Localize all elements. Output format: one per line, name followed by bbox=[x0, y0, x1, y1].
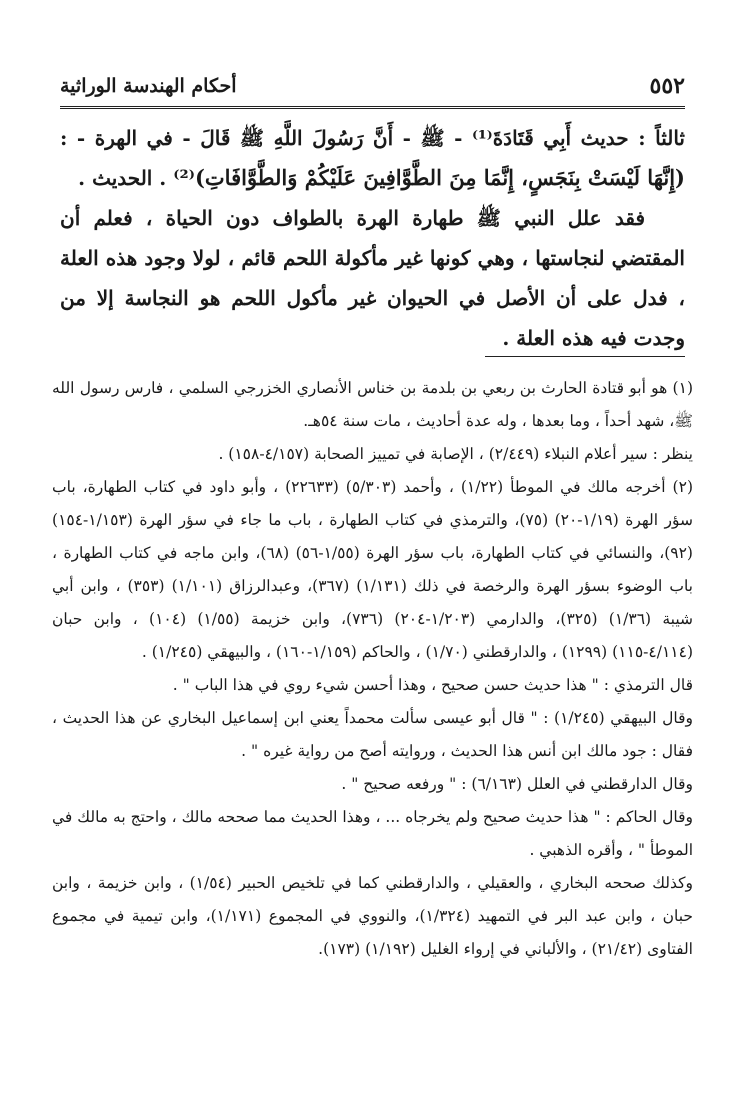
hadith-intro: حديث أَبِي قَتَادَةَ⁽¹⁾ - ﷺ - أَنَّ رَسُولَ اللَّهِ ﷺ قَالَ - في الهرة - : bbox=[60, 126, 629, 150]
running-title: أحكام الهندسة الوراثية bbox=[60, 75, 237, 97]
paragraph-2: فقد علل النبي ﷺ طهارة الهرة بالطواف دون الحياة ، فعلم أن المقتضي لنجاستها ، وهي كونها غير مأكولة اللحم قائم ، لولا وجود هذه العلة ، فدل على أن الأصل في الحيوان غير مأكول اللحم هو النجاسة إلا من وجدت فيه هذه العلة . bbox=[60, 206, 685, 350]
footnote-2-hakim: وقال الحاكم : " هذا حديث صحيح ولم يخرجاه ... ، وهذا الحديث مما صححه مالك ، واحتج به مالك في الموطأ " ، وأقره الذهبي . bbox=[52, 808, 693, 859]
paragraph-1 bbox=[60, 118, 685, 198]
footnote-2-tirmidhi: قال الترمذي : " هذا حديث حسن صحيح ، وهذا أحسن شيء روي في هذا الباب " . bbox=[172, 676, 693, 694]
footnote-2: (٢) أخرجه مالك في الموطأ (١/٢٢) ، وأحمد (٥/٣٠٣) (٢٢٦٣٣) ، وأبو داود في كتاب الطهارة، باب سؤر الهرة (١/١٩-٢٠) (٧٥)، والترمذي في كتاب الطهارة ، باب ما جاء في سؤر الهرة (١/١٥٣-١٥٤) (٩٢)، والنسائي في كتاب الطهارة، باب سؤر الهرة (١/٥٥-٥٦) (٦٨)، وابن ماجه في كتاب الطهارة ، باب الوضوء بسؤر الهرة والرخصة في ذلك (١/١٣١) (٣٦٧)، وعبدالرزاق (١/١٠١) (٣٥٣) ، وابن أبي شيبة (١/٣٦) (٣٢٥)، والدارمي (١/٢٠٣-٢٠٤) (٧٣٦)، وابن خزيمة (١/٥٥) (١٠٤) ، وابن حبان (٤/١١٤-١١٥) (١٢٩٩) ، والدارقطني (١/٧٠) ، والحاكم (١/١٥٩-١٦٠) ، والبيهقي (١/٢٤٥) . bbox=[52, 478, 693, 661]
main-text bbox=[60, 118, 685, 358]
footnote-2-others: وكذلك صححه البخاري ، والعقيلي ، والدارقطني كما في تلخيص الحبير (١/٥٤) ، وابن خزيمة ، وابن حبان ، وابن عبد البر في التمهيد (١/٣٢٤)، والنووي في المجموع (١/١٧١)، وابن تيمية في مجموع الفتاوى (٢١/٤٢) ، والألباني في إرواء الغليل (١/١٩٢) (١٧٣). bbox=[52, 874, 693, 958]
page-number: ٥٥٢ bbox=[649, 73, 685, 99]
footnote-divider bbox=[485, 356, 685, 357]
page-header bbox=[60, 66, 685, 109]
footnote-1: (١) هو أبو قتادة الحارث بن ربعي بن بلدمة بن خناس الأنصاري الخزرجي السلمي ، فارس رسول الله ﷺ، شهد أحداً ، وما بعدها ، وله عدة أحاديث ، مات سنة ٥٤هـ. bbox=[52, 379, 693, 430]
footnotes bbox=[52, 372, 693, 966]
hadith-end: . الحديث . bbox=[78, 166, 167, 190]
footnote-1-refs: ينظر : سير أعلام النبلاء (٢/٤٤٩) ، الإصابة في تمييز الصحابة (٤/١٥٧-١٥٨) . bbox=[218, 445, 693, 463]
footnote-2-daraqutni: وقال الدارقطني في العلل (٦/١٦٣) : " ورفعه صحيح " . bbox=[341, 775, 693, 793]
footnote-2-bayhaqi: وقال البيهقي (١/٢٤٥) : " قال أبو عيسى سألت محمداً يعني ابن إسماعيل البخاري عن هذا الحديث ، فقال : جود مالك ابن أنس هذا الحديث ، وروايته أصح من رواية غيره " . bbox=[52, 709, 693, 760]
hadith-quote: (إِنَّهَا لَيْسَتْ بِنَجَسٍ، إِنَّمَا مِنَ الطَّوَّافِينَ عَلَيْكُمْ وَالطَّوَّافَاتِ)⁽²⁾ bbox=[173, 165, 685, 190]
section-lead: ثالثاً : bbox=[638, 126, 685, 150]
